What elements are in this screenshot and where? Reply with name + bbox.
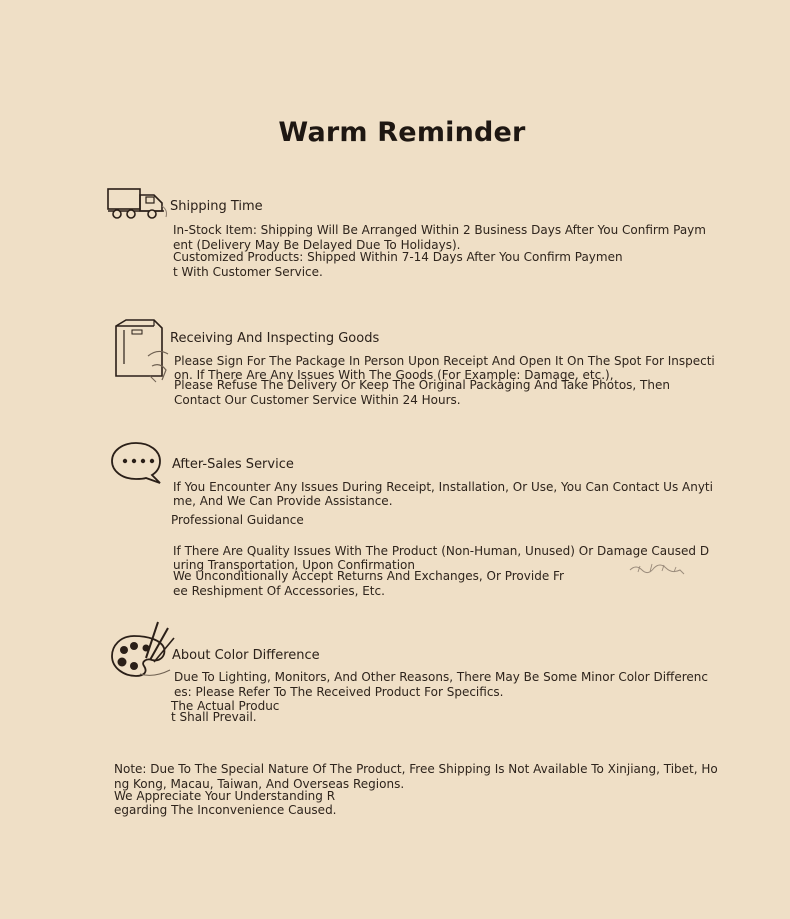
section-text-line: In-Stock Item: Shipping Will Be Arranged Within 2 Business Days After You Confirm Paym [173, 223, 706, 237]
section-text-line: Please Sign For The Package In Person Upon Receipt And Open It On The Spot For Inspecti [174, 354, 715, 368]
section-text-line: Due To Lighting, Monitors, And Other Reasons, There May Be Some Minor Color Differenc [174, 670, 708, 684]
section-text-line: es: Please Refer To The Received Product For Specifics. [174, 685, 504, 699]
section-text-line: If You Encounter Any Issues During Receipt, Installation, Or Use, You Can Contact Us Anyti [173, 480, 713, 494]
ink-flourish-icon [628, 558, 686, 578]
speech-bubble-icon [110, 441, 166, 487]
section-text-line: t With Customer Service. [173, 265, 323, 279]
note-text-line: We Appreciate Your Understanding R [114, 789, 336, 803]
section-heading-color-difference: About Color Difference [172, 648, 320, 663]
note-text-line: ng Kong, Macau, Taiwan, And Overseas Regions. [114, 777, 405, 791]
section-text-line: t Shall Prevail. [171, 710, 257, 724]
section-text-line: ent (Delivery May Be Delayed Due To Holidays). [173, 238, 461, 252]
section-text-line: uring Transportation, Upon Confirmation [173, 558, 415, 572]
section-heading-receiving: Receiving And Inspecting Goods [170, 331, 380, 346]
section-text-line: Customized Products: Shipped Within 7-14 Days After You Confirm Paymen [173, 250, 623, 264]
section-text-line: on. If There Are Any Issues With The Goods (For Example: Damage, etc.), [174, 368, 614, 382]
section-text-line: If There Are Quality Issues With The Product (Non-Human, Unused) Or Damage Caused D [173, 544, 710, 558]
section-text-line: The Actual Produc [171, 699, 280, 713]
note-text-line: Note: Due To The Special Nature Of The Product, Free Shipping Is Not Available To Xinjiang, Tibet, Ho [114, 762, 718, 776]
section-heading-after-sales: After-Sales Service [172, 457, 294, 472]
page-title: Warm Reminder [278, 117, 526, 148]
section-text-line: Contact Our Customer Service Within 24 Hours. [174, 393, 461, 407]
note-text-line: egarding The Inconvenience Caused. [114, 803, 337, 817]
section-heading-shipping: Shipping Time [170, 199, 263, 214]
section-text-line: We Unconditionally Accept Returns And Exchanges, Or Provide Fr [173, 569, 564, 583]
truck-icon [106, 186, 170, 224]
section-text-line: ee Reshipment Of Accessories, Etc. [173, 584, 385, 598]
section-text-line: Please Refuse The Delivery Or Keep The Original Packaging And Take Photos, Then [174, 378, 670, 392]
section-text-line: me, And We Can Provide Assistance. [173, 494, 393, 508]
palette-icon [110, 620, 176, 682]
package-box-icon [112, 318, 172, 386]
section-text-line: Professional Guidance [171, 513, 304, 527]
